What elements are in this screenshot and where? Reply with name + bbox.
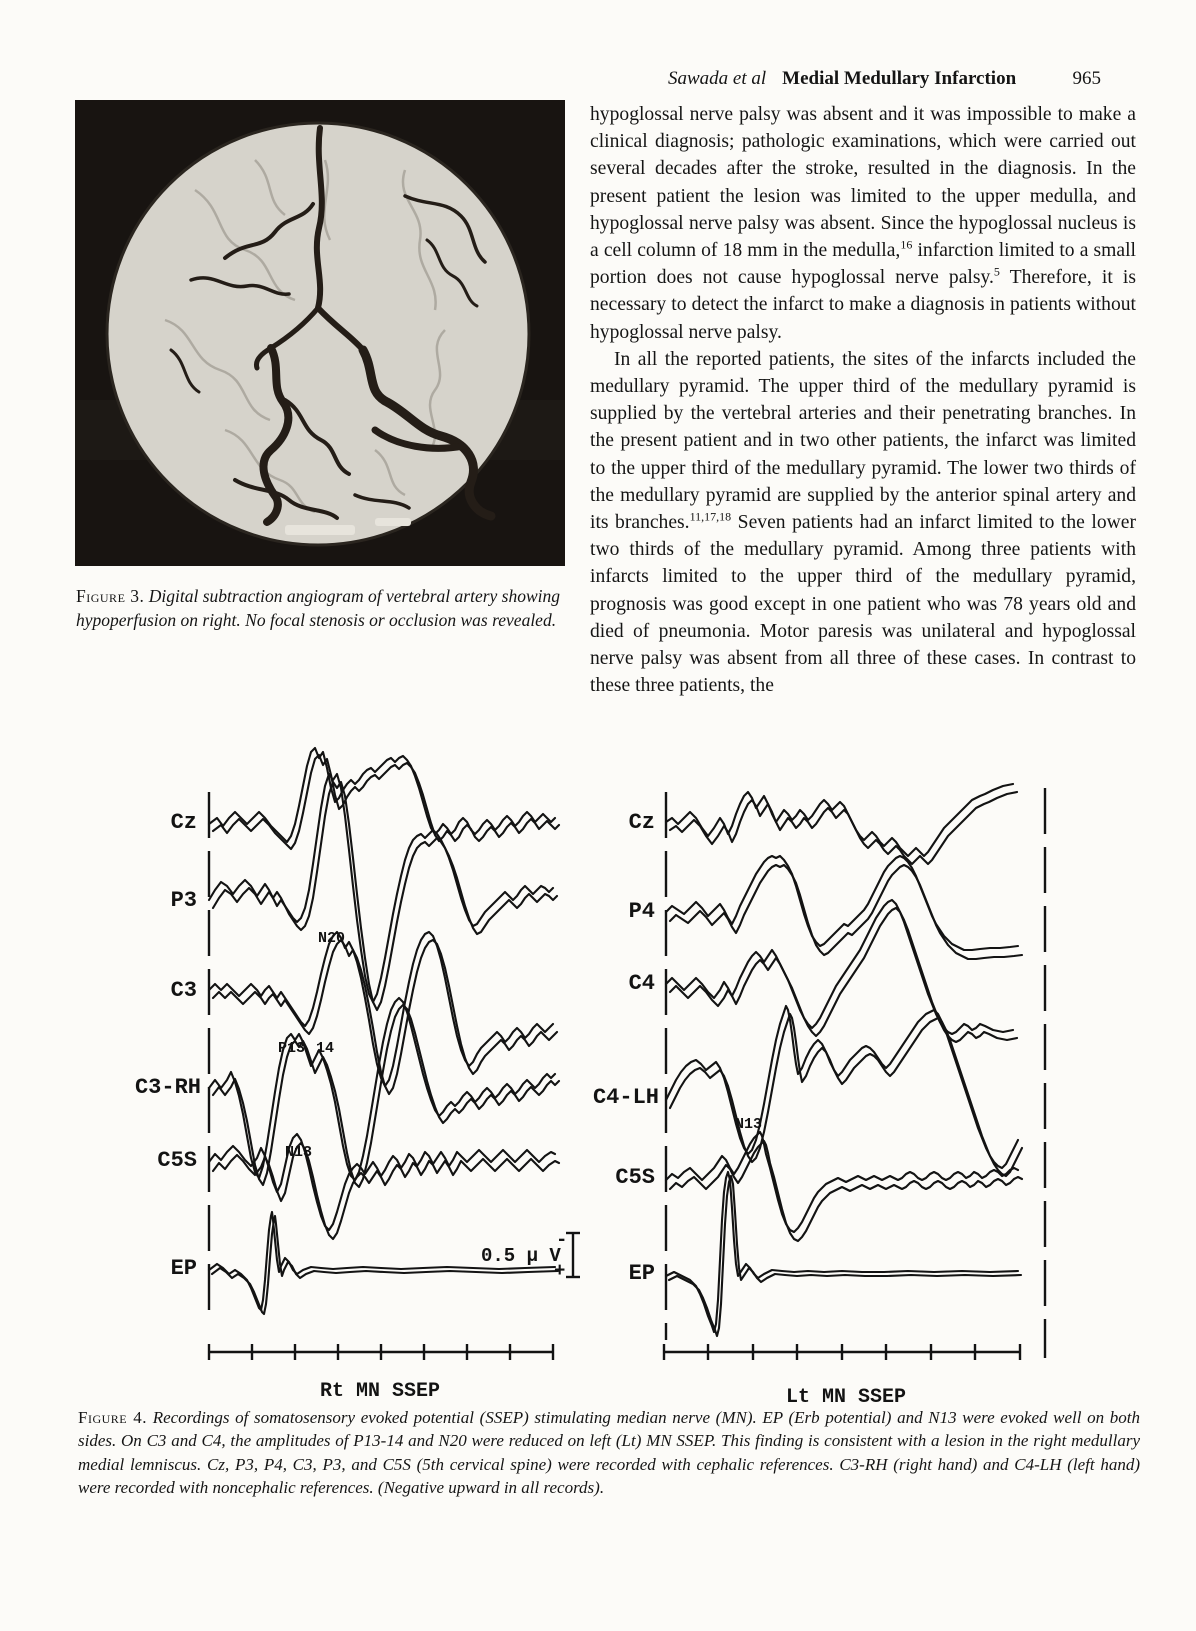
right-channel-label-c5s: C5S [615, 1165, 655, 1190]
figure3-caption-text: Digital subtraction angiogram of vertebral artery showing hypoperfusion on right. No focal stenosis or occlusion was revealed. [76, 586, 561, 630]
figure3-label: Figure 3. [76, 586, 145, 606]
figure4-caption [78, 1406, 1140, 1500]
body-text-column [590, 101, 1136, 699]
left-time-axis [209, 1344, 554, 1360]
left-annotation-n13: N13 [285, 1144, 313, 1161]
left-channel-label-ep: EP [170, 1256, 197, 1281]
right-panel-title: Lt MN SSEP [785, 1386, 907, 1405]
left-panel-title: Rt MN SSEP [319, 1380, 441, 1403]
body-paragraph: In all the reported patients, the sites of the infarcts included the medullary pyramid. The upper third of the medullary pyramid is supplied by the vertebral arteries and their penetrating branches. In the present patient and in two other patients, the infarct was limited to the upper third of the medullary pyramid. The lower two thirds of the medullary pyramid are supplied by the anterior spinal artery and its branches.$^{11,17,18}$ Seven patients had an infarct limited to the lower two thirds of the medullary pyramid. Among three patients with infarcts limited to the upper third of the medullary pyramid, prognosis was good except in one patient who was 78 years old and died of pneumonia. Motor paresis was unilateral and hypoglossal nerve palsy was absent from all three of these cases. In contrast to these three patients, the [590, 348, 1136, 697]
figure4-label: Figure 4. [78, 1408, 148, 1427]
left-panel-traces [209, 748, 559, 1314]
left-channel-label-c5s: C5S [157, 1148, 197, 1173]
left-channel-label-p3: P3 [170, 888, 197, 913]
running-head-authors: Sawada et al [668, 68, 767, 89]
page-number: 965 [1072, 68, 1101, 89]
figure3-caption [76, 584, 568, 632]
running-head-title: Medial Medullary Infarction [782, 68, 1017, 89]
figure4-ssep-recordings [75, 740, 1135, 1405]
right-annotation-n13: N13 [735, 1116, 763, 1133]
right-channel-label-c4: C4 [628, 971, 655, 996]
right-channel-label-p4: P4 [628, 899, 655, 924]
running-head [590, 68, 1135, 90]
ssep-plot [75, 740, 1135, 1405]
right-panel-traces [666, 784, 1022, 1336]
right-channel-label-cz: Cz [628, 810, 655, 835]
angiogram-image [75, 100, 565, 566]
scale-value: 0.5 μ V [481, 1245, 561, 1267]
left-channel-label-cz: Cz [170, 810, 197, 835]
left-annotation-n20: N20 [318, 930, 346, 947]
scale-minus: - [556, 1229, 568, 1251]
right-channel-label-c4lh: C4-LH [592, 1085, 659, 1110]
left-channel-label-c3: C3 [170, 978, 197, 1003]
figure3-angiogram [75, 100, 565, 566]
scale-plus: + [554, 1260, 566, 1282]
left-annotation-p13: P13 [278, 1040, 306, 1057]
amplitude-scale-bar [481, 1229, 580, 1282]
right-channel-label-ep: EP [628, 1261, 655, 1286]
body-paragraph: hypoglossal nerve palsy was absent and it was impossible to make a clinical diagnosis; pathologic examinations, which were carried out several decades after the stroke, resulted in the diagnosis. In the present patient the lesion was limited to the upper medulla, and hypoglossal nerve palsy was absent. Since the hypoglossal nucleus is a cell column of 18 mm in the medulla,$^{16}$ infarction limited to a small portion does not cause hypoglossal nerve palsy.$^5$ Therefore, it is necessary to detect the infarct to make a diagnosis in patients without hypoglossal nerve palsy. [590, 104, 1136, 343]
left-channel-label-c3rh: C3-RH [134, 1075, 201, 1100]
figure4-caption-text: Recordings of somatosensory evoked potential (SSEP) stimulating median nerve (MN). EP (Erb potential) and N13 were evoked well on both sides. On C3 and C4, the amplitudes of P13-14 and N20 were reduced on left (Lt) MN SSEP. This finding is consistent with a lesion in the right medullary medial lemniscus. Cz, P3, P4, C3, P3, and C5S (5th cervical spine) were recorded with cephalic references. C3-RH (right hand) and C4-LH (left hand) were recorded with noncephalic references. (Negative upward in all records). [78, 1408, 1141, 1498]
left-annotation-p14: 14 [316, 1040, 335, 1057]
angiogram-disc [107, 123, 529, 545]
right-time-axis [664, 1344, 1020, 1360]
